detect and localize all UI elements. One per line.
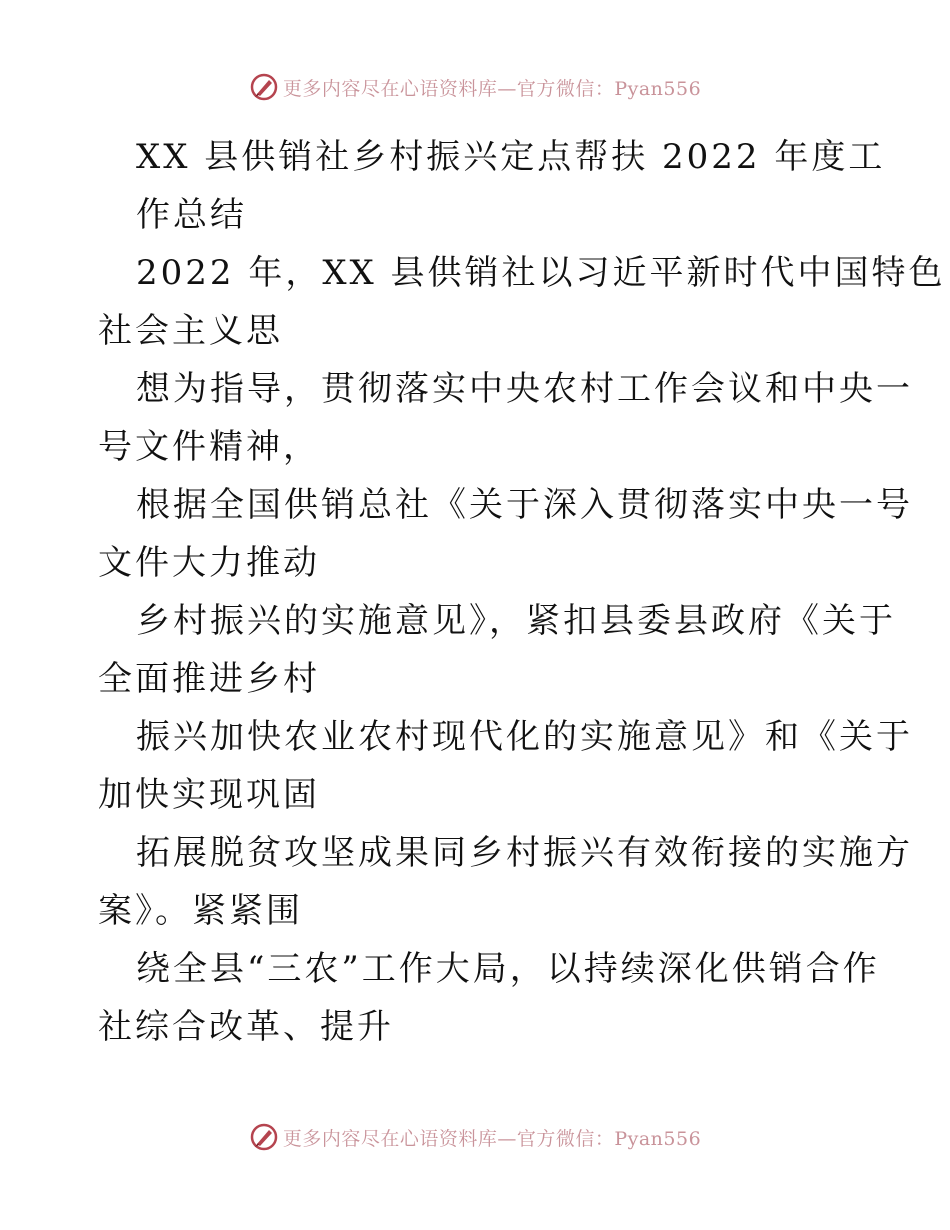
text-line: 根据全国供销总社《关于深入贯彻落实中央一号	[136, 485, 913, 525]
header-watermark	[0, 72, 950, 102]
text-line: 想为指导，贯彻落实中央农村工作会议和中央一	[136, 369, 913, 409]
watermark-text: 更多内容尽在心语资料库—官方微信：Pyan556	[282, 77, 702, 100]
text-line: 社综合改革、提升	[98, 1007, 394, 1047]
text-line: XX 县供销社乡村振兴定点帮扶 2022 年度工	[136, 137, 886, 177]
text-line: 号文件精神，	[98, 427, 320, 467]
watermark-text: 更多内容尽在心语资料库—官方微信：Pyan556	[282, 1127, 702, 1150]
text-line: 文件大力推动	[98, 543, 320, 583]
pen-logo-icon	[249, 1122, 279, 1152]
footer-watermark	[0, 1122, 950, 1152]
text-line: 乡村振兴的实施意见》，紧扣县委县政府《关于	[136, 601, 896, 641]
text-line: 加快实现巩固	[98, 775, 320, 815]
text-line: 社会主义思	[98, 311, 283, 351]
text-line: 案》。紧紧围	[98, 891, 303, 931]
text-line: 作总结	[136, 195, 247, 235]
pen-logo-icon	[249, 72, 279, 102]
text-line: 2022 年，XX 县供销社以习近平新时代中国特色	[136, 253, 946, 293]
text-line: 绕全县“三农”工作大局，以持续深化供销合作	[136, 949, 880, 989]
text-line: 拓展脱贫攻坚成果同乡村振兴有效衔接的实施方	[136, 833, 913, 873]
text-line: 振兴加快农业农村现代化的实施意见》和《关于	[136, 717, 913, 757]
document-body	[98, 128, 946, 1056]
text-line: 全面推进乡村	[98, 659, 320, 699]
